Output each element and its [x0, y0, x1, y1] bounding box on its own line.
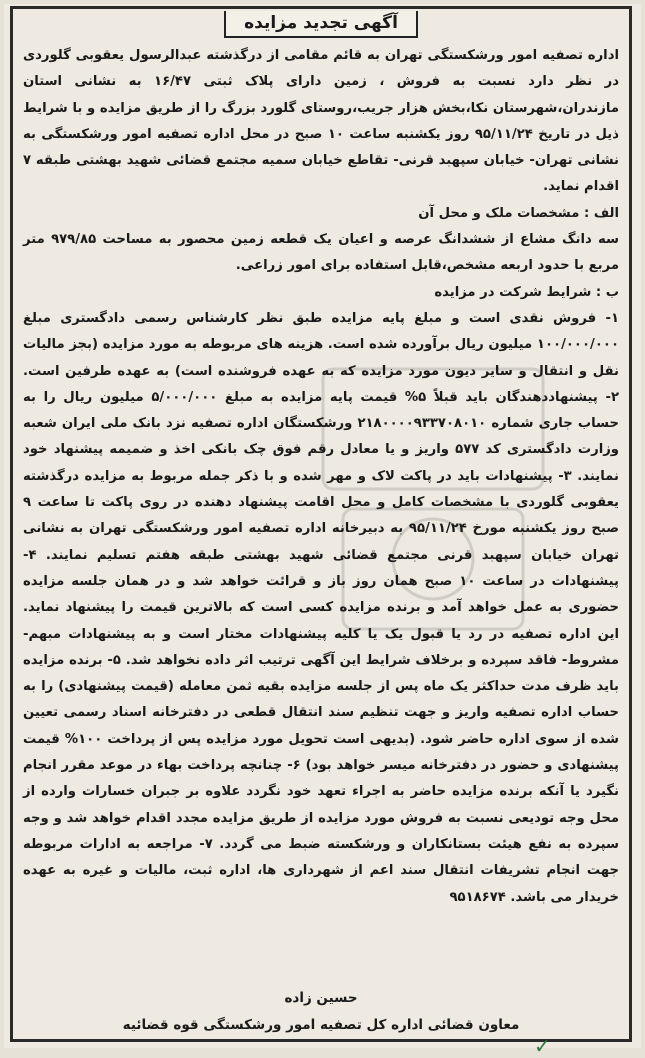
section-b-text: ۱- فروش نقدی است و مبلغ پایه مزایده طبق نظر کارشناس رسمی دادگستری مبلغ ۱۰۰/۰۰۰/۰۰۰ میلیون ریال برآورده شده است. هزینه های مربوطه به مورد مزایده (بجز مالیات نقل و انتقال و سایر دیون مورد مزایده که به عهده فروشنده است) به عهده طرفین است. ۲- پیشنهاددهندگان باید قبلاً ۵% قیمت پایه مزایده به مبلغ ۵/۰۰۰/۰۰۰ میلیون ریال را به حساب جاری شماره ۲۱۸۰۰۰۰۹۳۳۷۰۸۰۱۰ ورشکستگان اداره تصفیه نزد بانک ملی ایران شعبه وزارت دادگستری کد ۵۷۷ واریز و یا معادل رقم فوق چک بانکی اخذ و ضمیمه پیشنهاد خود نمایند. ۳- پیشنهادات باید در پاکت لاک و مهر شده و با ذکر جمله مربوط به مزایده درگذشته یعقوبی گلوردی با مشخصات کامل و محل اقامت پیشنهاد دهنده در روی پاکت تا ساعت ۹ صبح روز یکشنبه مورخ ۹۵/۱۱/۲۴ به دبیرخانه اداره تصفیه امور ورشکستگی تهران به نشانی تهران خیابان سپهبد قرنی مجتمع قضائی شهید بهشتی طبقه هفتم تسلیم نمایند. ۴- پیشنهادات در ساعت ۱۰ صبح همان روز باز و قرائت خواهد شد و در همان جلسه مزایده حضوری به عمل خواهد آمد و برنده مزایده کسی است که بالاترین قیمت را پیشنهاد نماید. این اداره تصفیه در رد یا قبول یک یا کلیه پیشنهادات مختار است و به پیشنهادات مبهم- مشروط- فاقد سپرده و برخلاف شرایط این آگهی ترتیب اثر داده نخواهد شد. ۵- برنده مزایده باید ظرف مدت حداکثر یک ماه پس از جلسه مزایده بقیه ثمن معامله (قیمت پیشنهادی) را به حساب اداره تصفیه واریز و جهت تنظیم سند انتقال قطعی در دفترخانه اسناد رسمی تعیین شده از سوی اداره حاضر شود. (بدیهی است تحویل مورد مزایده پس از پرداخت ۱۰۰% قیمت پیشنهادی و حضور در دفترخانه میسر خواهد بود) ۶- چنانچه پرداخت بهاء در موعد مقرر انجام نگیرد یا آنکه برنده مزایده حاضر به اجراء تعهد خود نگردد علاوه بر جبران خسارات وارده از محل وجه تودیعی نسبت به فروش مورد مزایده از طریق مزایده مجدد اقدام خواهد شد و وجه سپرده به نفع هیئت بستانکاران و ورشکسته ضبط می گردد. ۷- مراجعه به ادارات مربوطه جهت انجام تشریفات انتقال سند اعم از شهرداری ها، اداره ثبت، مالیات و غیره به عهده خریدار می باشد. ۹۵۱۸۶۷۴: [23, 310, 620, 905]
notice-title: آگهی تجدید مزایده: [224, 11, 418, 38]
notice-frame: [10, 6, 632, 1042]
handwritten-mark: ✓: [534, 1034, 551, 1058]
section-b-title: ب : شرایط شرکت در مزایده: [434, 284, 619, 300]
intro-paragraph: اداره تصفیه امور ورشکستگی تهران به قائم مقامی از درگذشته عبدالرسول یعقوبی گلوردی در نظر دارد نسبت به فروش ، زمین دارای پلاک ثبتی ۱۶/۴۷ به نشانی استان مازندران،شهرستان نکا،بخش هزار جریب،روستای گلورد بزرگ را از طریق مزایده و با شرایط ذیل در تاریخ ۹۵/۱۱/۲۴ روز یکشنبه ساعت ۱۰ صبح در محل اداره تصفیه امور ورشکستگی به نشانی تهران- خیابان سپهبد قرنی- تقاطع خیابان سمیه مجتمع قضائی شهید بهشتی طبقه ۷ اقدام نماید.: [23, 48, 619, 195]
signature-title: معاون قضائی اداره کل تصفیه امور ورشکستگی قوه قضائیه: [122, 1017, 520, 1033]
newspaper-clipping: [4, 4, 641, 1058]
section-a-text: سه دانگ مشاع از ششدانگ عرصه و اعیان یک قطعه زمین محصور به مساحت ۹۷۹/۸۵ متر مربع با حدود اربعه مشخص،قابل استفاده برای امور زراعی.: [23, 232, 620, 274]
notice-body: [23, 43, 619, 911]
signature-name: حسین زاده: [284, 990, 358, 1006]
signature-block: [13, 985, 629, 1039]
section-a-title: الف : مشخصات ملک و محل آن: [418, 205, 619, 221]
title-band: [13, 9, 629, 39]
